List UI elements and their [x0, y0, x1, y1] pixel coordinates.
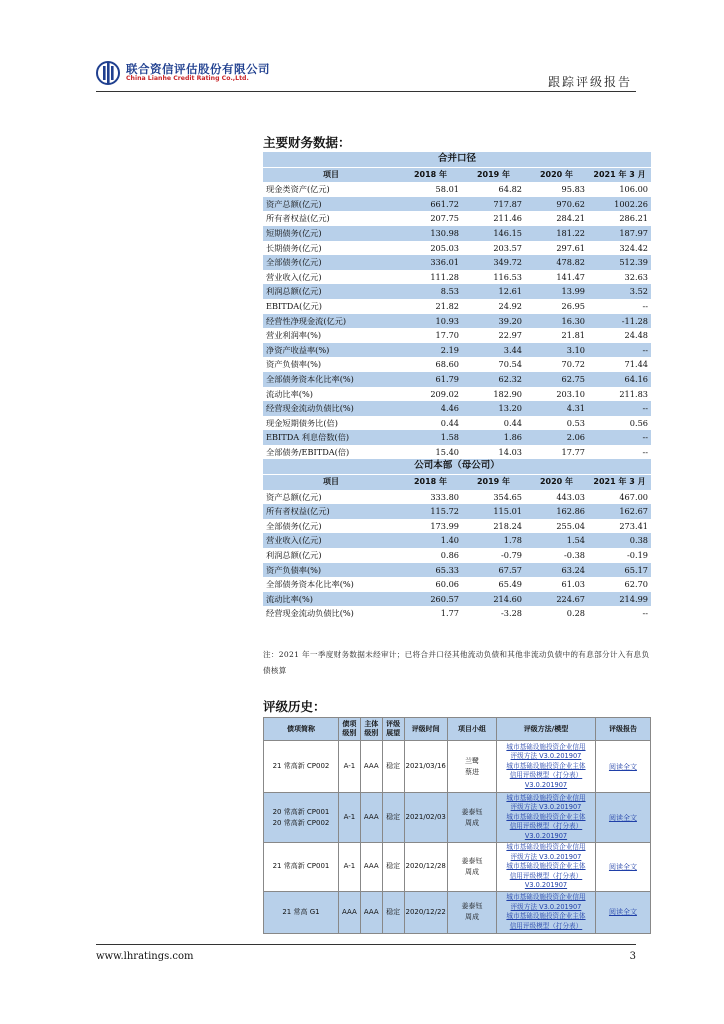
report-type: 跟踪评级报告: [547, 75, 632, 89]
column-header: 项目小组: [447, 718, 496, 741]
table-row: [263, 401, 651, 416]
row-label: 所有者权益(亿元): [263, 211, 399, 226]
rating-team: 姜泰钰 周成: [447, 843, 496, 892]
rating-issuer: AAA: [360, 741, 382, 793]
column-header: 项目: [263, 167, 399, 182]
row-value: -11.28: [588, 314, 651, 329]
row-value: 181.22: [525, 226, 588, 241]
rating-issuer: AAA: [360, 843, 382, 892]
column-header: 2021 年 3 月: [588, 475, 651, 490]
row-label: 营业利润率(%): [263, 328, 399, 343]
row-label: 经营现金流动负债比(%): [263, 401, 399, 416]
column-header: 债项级别: [338, 718, 360, 741]
header-divider: [96, 91, 636, 92]
row-value: 2.19: [399, 343, 462, 358]
row-value: 512.39: [588, 255, 651, 270]
table-row: [263, 270, 651, 285]
rating-team: 姜泰钰 周成: [447, 793, 496, 843]
row-value: 1.78: [462, 533, 525, 548]
row-value: 218.24: [462, 519, 525, 534]
table-row: [263, 445, 651, 460]
table-header-row: [263, 167, 651, 182]
row-value: 67.57: [462, 563, 525, 578]
row-label: 资产总额(亿元): [263, 490, 399, 505]
column-header: 2018 年: [399, 475, 462, 490]
row-value: 70.72: [525, 357, 588, 372]
row-value: 70.54: [462, 357, 525, 372]
rating-row: [264, 843, 651, 892]
row-value: 61.79: [399, 372, 462, 387]
column-header: 2019 年: [462, 167, 525, 182]
rating-history-title: 评级历史：: [263, 699, 326, 714]
method-link-line[interactable]: V3.0.201907: [524, 780, 568, 789]
table-row: [263, 255, 651, 270]
row-value: 17.77: [525, 445, 588, 460]
table-row: [263, 357, 651, 372]
method-link-line[interactable]: 评级方法 V3.0.201907: [510, 902, 582, 911]
row-label: 流动比率(%): [263, 592, 399, 607]
page-number: 3: [629, 951, 636, 962]
row-value: 336.01: [399, 255, 462, 270]
table-row: [263, 226, 651, 241]
row-value: 115.01: [462, 504, 525, 519]
rating-row: [264, 891, 651, 933]
row-value: --: [588, 401, 651, 416]
table-row: [263, 343, 651, 358]
row-label: 流动比率(%): [263, 387, 399, 402]
rating-team: 兰鹭 蔡进: [447, 741, 496, 793]
row-value: 13.20: [462, 401, 525, 416]
row-label: 全部债务(亿元): [263, 255, 399, 270]
consolidated-caption: [263, 152, 651, 167]
row-value: 13.99: [525, 284, 588, 299]
read-full-report-link[interactable]: 阅读全文: [595, 891, 650, 933]
row-value: 32.63: [588, 270, 651, 285]
row-value: 64.16: [588, 372, 651, 387]
row-value: 970.62: [525, 197, 588, 212]
rating-date: 2021/02/03: [404, 793, 447, 843]
row-label: EBITDA 利息倍数(倍): [263, 430, 399, 445]
column-header: 2020 年: [525, 475, 588, 490]
row-value: 286.21: [588, 211, 651, 226]
row-value: 3.44: [462, 343, 525, 358]
method-link-line[interactable]: 信用评级模型（打分表）: [509, 822, 583, 831]
row-value: 661.72: [399, 197, 462, 212]
row-value: 68.60: [399, 357, 462, 372]
row-value: 203.10: [525, 387, 588, 402]
company-logo: [96, 60, 286, 88]
row-value: 273.41: [588, 519, 651, 534]
table-row: [263, 533, 651, 548]
rating-name: 21 常高 G1: [264, 891, 339, 933]
table-row: [263, 314, 651, 329]
table-row: [263, 328, 651, 343]
rating-bond: A-1: [338, 843, 360, 892]
row-label: 全部债务/EBITDA(倍): [263, 445, 399, 460]
row-value: --: [588, 343, 651, 358]
row-value: 12.61: [462, 284, 525, 299]
row-value: --: [588, 445, 651, 460]
row-label: 资产负债率(%): [263, 563, 399, 578]
row-value: 62.75: [525, 372, 588, 387]
row-value: 95.83: [525, 182, 588, 197]
rating-name: 21 常高新 CP001: [264, 843, 339, 892]
row-value: 39.20: [462, 314, 525, 329]
row-value: 21.82: [399, 299, 462, 314]
row-value: 24.48: [588, 328, 651, 343]
row-value: 65.33: [399, 563, 462, 578]
column-header: 2018 年: [399, 167, 462, 182]
row-value: 130.98: [399, 226, 462, 241]
row-label: 全部债务资本化比率(%): [263, 372, 399, 387]
table-header-row: [263, 475, 651, 490]
rating-method-links[interactable]: [497, 891, 596, 933]
financial-table: [263, 152, 651, 621]
row-value: 116.53: [462, 270, 525, 285]
column-header: 债项简称: [264, 718, 339, 741]
row-value: 8.53: [399, 284, 462, 299]
row-value: 141.47: [525, 270, 588, 285]
row-value: 467.00: [588, 490, 651, 505]
row-value: --: [588, 606, 651, 621]
row-label: 所有者权益(亿元): [263, 504, 399, 519]
row-value: 1.58: [399, 430, 462, 445]
table-row: [263, 519, 651, 534]
table-row: [263, 416, 651, 431]
rating-issuer: AAA: [360, 891, 382, 933]
row-value: 3.52: [588, 284, 651, 299]
method-link-line[interactable]: 城市基础设施投资企业信用: [506, 742, 586, 751]
rating-date: 2020/12/22: [404, 891, 447, 933]
row-label: 经营性净现金流(亿元): [263, 314, 399, 329]
row-value: 354.65: [462, 490, 525, 505]
row-value: 61.03: [525, 577, 588, 592]
row-value: 1002.26: [588, 197, 651, 212]
column-header: 2019 年: [462, 475, 525, 490]
row-value: 162.86: [525, 504, 588, 519]
row-value: 65.49: [462, 577, 525, 592]
row-value: 260.57: [399, 592, 462, 607]
rating-bond: AAA: [338, 891, 360, 933]
row-value: 0.86: [399, 548, 462, 563]
row-value: 162.67: [588, 504, 651, 519]
row-label: 资产总额(亿元): [263, 197, 399, 212]
row-value: -3.28: [462, 606, 525, 621]
rating-method-links[interactable]: [497, 741, 596, 793]
row-label: 净资产收益率(%): [263, 343, 399, 358]
method-link-line[interactable]: 评级方法 V3.0.201907: [510, 803, 582, 812]
read-full-report-link[interactable]: 阅读全文: [595, 741, 650, 793]
row-value: --: [588, 430, 651, 445]
row-value: 478.82: [525, 255, 588, 270]
row-label: 利润总额(亿元): [263, 284, 399, 299]
row-label: 经营现金流动负债比(%): [263, 606, 399, 621]
row-value: 207.75: [399, 211, 462, 226]
method-link-line[interactable]: 评级方法 V3.0.201907: [510, 852, 582, 861]
row-value: 205.03: [399, 241, 462, 256]
method-link-line[interactable]: 信用评级模型（打分表）: [509, 871, 583, 880]
row-value: 115.72: [399, 504, 462, 519]
row-value: 173.99: [399, 519, 462, 534]
rating-date: 2020/12/28: [404, 843, 447, 892]
row-value: 111.28: [399, 270, 462, 285]
row-value: 146.15: [462, 226, 525, 241]
rating-outlook: 稳定: [382, 793, 404, 843]
row-value: 187.97: [588, 226, 651, 241]
row-value: 16.30: [525, 314, 588, 329]
column-header: 评级展望: [382, 718, 404, 741]
table-row: [263, 197, 651, 212]
table-row: [263, 430, 651, 445]
rating-history-table: [263, 717, 651, 934]
method-link-line[interactable]: 信用评级模型（打分表）: [509, 771, 583, 780]
rating-name: 20 常高新 CP001 20 常高新 CP002: [264, 793, 339, 843]
row-value: 3.10: [525, 343, 588, 358]
method-link-line[interactable]: 城市基础设施投资企业主体: [506, 761, 586, 770]
row-value: 21.81: [525, 328, 588, 343]
row-value: 1.77: [399, 606, 462, 621]
rating-row: [264, 741, 651, 793]
lianhe-logo-icon: [96, 60, 120, 86]
row-value: 62.32: [462, 372, 525, 387]
method-link-line[interactable]: 评级方法 V3.0.201907: [510, 752, 582, 761]
row-value: 22.97: [462, 328, 525, 343]
row-value: 64.82: [462, 182, 525, 197]
row-value: 65.17: [588, 563, 651, 578]
table-row: [263, 548, 651, 563]
row-label: 营业收入(亿元): [263, 533, 399, 548]
row-value: 71.44: [588, 357, 651, 372]
rating-method-links[interactable]: [497, 843, 596, 892]
company-name-cn: 联合资信评估股份有限公司: [126, 62, 270, 76]
rating-team: 姜泰钰 周成: [447, 891, 496, 933]
table-row: [263, 592, 651, 607]
rating-bond: A-1: [338, 741, 360, 793]
rating-outlook: 稳定: [382, 891, 404, 933]
method-link-line[interactable]: 城市基础设施投资企业主体: [506, 912, 586, 920]
table-row: [263, 372, 651, 387]
column-header: 2021 年 3 月: [588, 167, 651, 182]
row-value: 106.00: [588, 182, 651, 197]
parent-caption-label: 公司本部（母公司）: [263, 459, 651, 474]
row-value: 182.90: [462, 387, 525, 402]
row-label: EBITDA(亿元): [263, 299, 399, 314]
row-value: 284.21: [525, 211, 588, 226]
table-row: [263, 387, 651, 402]
row-value: 211.83: [588, 387, 651, 402]
rating-outlook: 稳定: [382, 741, 404, 793]
row-value: 1.86: [462, 430, 525, 445]
row-value: 214.99: [588, 592, 651, 607]
column-header: 2020 年: [525, 167, 588, 182]
row-value: 15.40: [399, 445, 462, 460]
method-link-line[interactable]: 城市基础设施投资企业信用: [506, 893, 586, 901]
column-header: 主体级别: [360, 718, 382, 741]
row-value: 0.56: [588, 416, 651, 431]
row-value: 214.60: [462, 592, 525, 607]
row-label: 全部债务(亿元): [263, 519, 399, 534]
row-value: -0.38: [525, 548, 588, 563]
footer-url[interactable]: www.lhratings.com: [96, 951, 194, 962]
row-value: 203.57: [462, 241, 525, 256]
rating-bond: A-1: [338, 793, 360, 843]
row-label: 营业收入(亿元): [263, 270, 399, 285]
column-header: 项目: [263, 475, 399, 490]
table-row: [263, 563, 651, 578]
table-row: [263, 211, 651, 226]
row-value: 717.87: [462, 197, 525, 212]
rating-date: 2021/03/16: [404, 741, 447, 793]
table-row: [263, 490, 651, 505]
rating-row: [264, 793, 651, 843]
row-value: 58.01: [399, 182, 462, 197]
method-link-line[interactable]: V3.0.201907: [524, 881, 568, 889]
column-header: 评级方法/模型: [497, 718, 596, 741]
row-label: 利润总额(亿元): [263, 548, 399, 563]
row-value: 255.04: [525, 519, 588, 534]
row-value: 14.03: [462, 445, 525, 460]
table-row: [263, 241, 651, 256]
row-value: 4.46: [399, 401, 462, 416]
rating-name: 21 常高新 CP002: [264, 741, 339, 793]
parent-caption: [263, 459, 651, 474]
table-row: [263, 284, 651, 299]
table-row: [263, 299, 651, 314]
row-value: 1.40: [399, 533, 462, 548]
row-value: 2.06: [525, 430, 588, 445]
method-link-line[interactable]: 城市基础设施投资企业主体: [506, 862, 586, 870]
column-header: 评级报告: [595, 718, 650, 741]
rating-issuer: AAA: [360, 793, 382, 843]
row-label: 长期债务(亿元): [263, 241, 399, 256]
column-header: 评级时间: [404, 718, 447, 741]
rating-outlook: 稳定: [382, 843, 404, 892]
consolidated-caption-label: 合并口径: [263, 152, 651, 167]
row-value: 443.03: [525, 490, 588, 505]
method-link-line[interactable]: 城市基础设施投资企业信用: [506, 793, 586, 802]
row-value: 0.53: [525, 416, 588, 431]
row-value: 1.54: [525, 533, 588, 548]
method-link-line[interactable]: 信用评级模型（打分表）: [509, 921, 583, 930]
row-value: -0.79: [462, 548, 525, 563]
read-full-report-link[interactable]: 阅读全文: [595, 843, 650, 892]
row-value: 297.61: [525, 241, 588, 256]
row-label: 现金类资产(亿元): [263, 182, 399, 197]
row-value: 0.44: [399, 416, 462, 431]
row-value: 62.70: [588, 577, 651, 592]
row-value: 224.67: [525, 592, 588, 607]
row-label: 全部债务资本化比率(%): [263, 577, 399, 592]
row-value: -0.19: [588, 548, 651, 563]
row-value: 349.72: [462, 255, 525, 270]
row-value: 26.95: [525, 299, 588, 314]
row-label: 资产负债率(%): [263, 357, 399, 372]
row-value: 24.92: [462, 299, 525, 314]
table-row: [263, 182, 651, 197]
row-value: 211.46: [462, 211, 525, 226]
row-value: 17.70: [399, 328, 462, 343]
row-label: 短期债务(亿元): [263, 226, 399, 241]
row-value: 10.93: [399, 314, 462, 329]
footer-divider: [96, 944, 636, 945]
company-name-en: China Lianhe Credit Rating Co.,Ltd.: [126, 75, 249, 82]
row-value: 333.80: [399, 490, 462, 505]
financial-section-title: 主要财务数据：: [263, 135, 351, 150]
method-link-line[interactable]: V3.0.201907: [524, 831, 568, 840]
row-value: 0.44: [462, 416, 525, 431]
table-row: [263, 606, 651, 621]
table-row: [263, 577, 651, 592]
row-value: 63.24: [525, 563, 588, 578]
row-value: 324.42: [588, 241, 651, 256]
row-value: --: [588, 299, 651, 314]
rating-header-row: [264, 718, 651, 741]
method-link-line[interactable]: 城市基础设施投资企业主体: [506, 812, 586, 821]
row-value: 209.02: [399, 387, 462, 402]
table-row: [263, 504, 651, 519]
row-value: 0.28: [525, 606, 588, 621]
row-value: 60.06: [399, 577, 462, 592]
row-value: 0.38: [588, 533, 651, 548]
row-label: 现金短期债务比(倍): [263, 416, 399, 431]
financial-note: 注：2021 年一季度财务数据未经审计；已将合并口径其他流动负债和其他非流动负债中的有息部分计入有息负债核算: [263, 650, 650, 675]
row-value: 4.31: [525, 401, 588, 416]
rating-method-links[interactable]: [497, 793, 596, 843]
method-link-line[interactable]: 城市基础设施投资企业信用: [506, 843, 586, 851]
read-full-report-link[interactable]: 阅读全文: [595, 793, 650, 843]
